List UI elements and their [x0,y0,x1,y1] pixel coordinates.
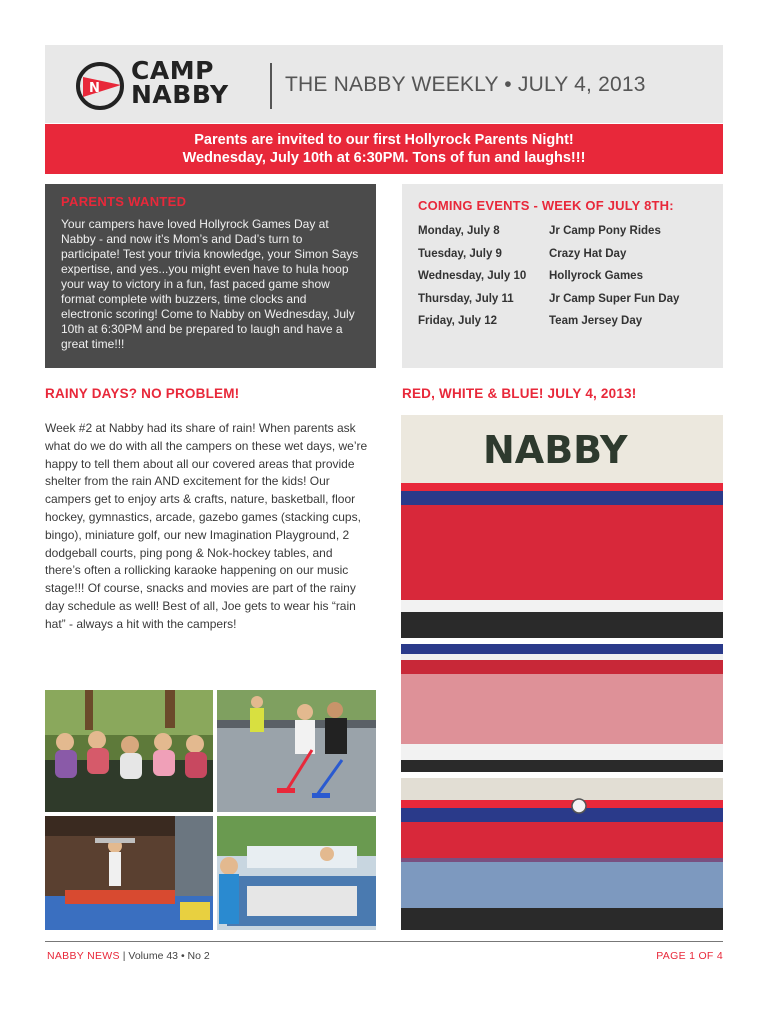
camp-nabby-logo [75,56,260,111]
footer-news-label: NABBY NEWS [47,950,120,962]
event-row [418,293,707,316]
parents-wanted-title: PARENTS WANTED [61,194,187,209]
footer-separator: | [122,950,129,962]
event-name: Jr Camp Pony Rides [549,225,661,237]
event-name: Crazy Hat Day [549,247,627,260]
logo-wordmark [131,56,229,109]
event-day: Tuesday, July 9 [418,247,502,260]
banner-line-1: Parents are invited to our first Hollyrock Parents Night! [194,132,574,148]
stage-sign: NABBY [483,428,628,472]
footer-divider [45,941,723,942]
footer-volume [47,950,210,962]
rainy-days-title: RAINY DAYS? NO PROBLEM! [45,386,240,401]
parents-night-banner [45,124,723,174]
event-name: Jr Camp Super Fun Day [549,292,680,305]
event-row [418,315,707,338]
photo-gymnastics [45,816,213,930]
rainy-days-body: Week #2 at Nabby had its share of rain! When parents ask what do we do with all the campers on these wet days, we’re happy to tell them about all our covered areas that provide shelter from the rain AND excitement for the kids! Our campers get to enjoy arts & crafts, nature, basketball, floor hockey, gymnastics, arcade, gazebo games (stacking cups, bingo), miniature golf, our new Imagination Playground, 2 dodgeball courts, ping pong & Nok-hockey tables, and there’s often a rollicking karaoke happening on our music stage!!! Of course, snacks and movies are part of the rainy day schedule as well! Best of all, Joe gets to wear his “rain hat” - always a hit with the campers! [45,421,368,631]
logo-line-nabby: NABBY [131,80,229,109]
coming-events-box [402,184,723,368]
event-day: Monday, July 8 [418,225,500,237]
photo-floor-hockey [217,690,376,812]
photo-game-table [217,816,376,930]
photo-group-stage-1 [401,415,723,638]
svg-text:N: N [89,81,100,96]
logo-line-camp: CAMP [131,56,214,85]
footer-volume-label: Volume 43 • No 2 [128,950,210,962]
event-day: Friday, July 12 [418,315,498,327]
event-row [418,248,707,271]
footer-page-number: PAGE 1 OF 4 [656,950,723,962]
coming-events-title: COMING EVENTS - WEEK OF JULY 8TH: [418,198,674,213]
parents-wanted-body: Your campers have loved Hollyrock Games Day at Nabby - and now it’s Mom’s and Dad’s turn to participate! Test your trivia knowledge, your Simon Says expertise, and yes...you might even have to hula hoop your way to victory in a fun, fast paced game show format complete with buzzers, time clocks and electronic scoring! Come to Nabby on Wednesday, July 10th at 6:30PM and be prepared to laugh and have a great time!!! [61,217,359,351]
parents-wanted-box [45,184,376,368]
event-day: Thursday, July 11 [418,292,514,305]
newsletter-title: THE NABBY WEEKLY • JULY 4, 2013 [285,73,646,96]
event-row [418,225,707,248]
event-name: Hollyrock Games [549,270,643,282]
banner-line-2: Wednesday, July 10th at 6:30PM. Tons of fun and laughs!!! [182,150,586,166]
red-white-blue-title: RED, WHITE & BLUE! JULY 4, 2013! [402,386,637,401]
event-day: Wednesday, July 10 [418,270,527,282]
photo-group-stage-2 [401,644,723,772]
photo-kids-nature [45,690,213,812]
photo-group-stage-3 [401,778,723,930]
event-name: Team Jersey Day [549,315,643,327]
logo-pennant-icon [75,61,125,111]
event-row [418,270,707,293]
masthead [45,45,723,123]
header-divider [270,63,272,109]
